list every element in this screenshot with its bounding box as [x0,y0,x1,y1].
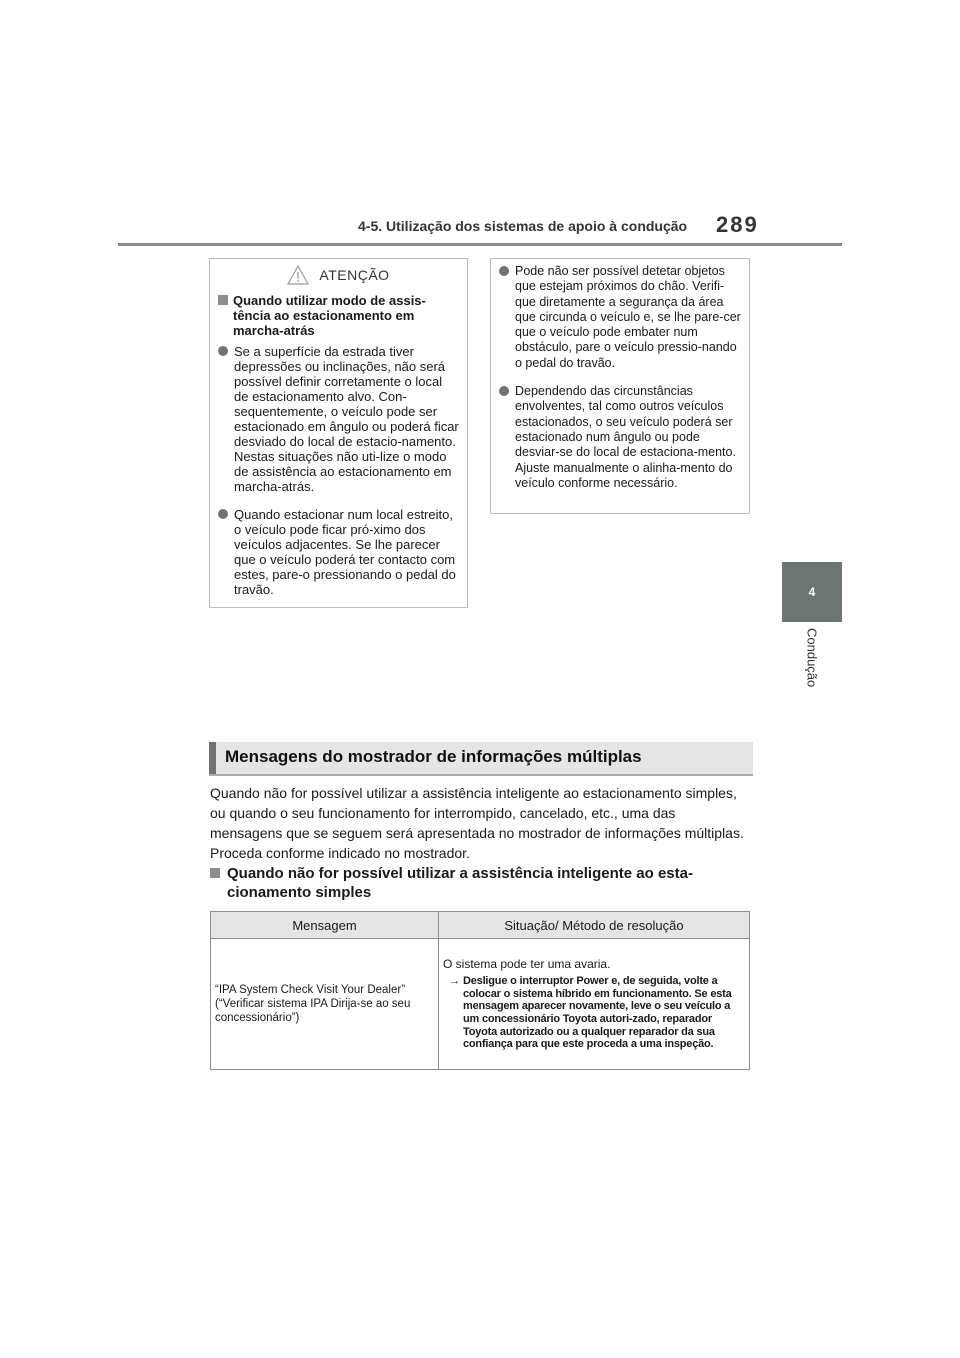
section-heading-text: Mensagens do mostrador de informações múltiplas [225,747,642,766]
caution-body-right [499,264,741,504]
chapter-label-container [782,628,842,718]
caution-bullet-text: Quando estacionar num local estreito, o veículo pode ficar pró-ximo dos veículos adjacentes. Se lhe parecer que o veículo poderá ter contacto com estes, pare-o pressionando o pedal do travão. [234,507,456,597]
message-text: “IPA System Check Visit Your Dealer” (“Verificar sistema IPA Dirija-se ao seu concessionário”) [215,984,411,1024]
page-number: 289 [716,212,759,237]
section-paragraph: Quando não for possível utilizar a assistência inteligente ao estacionamento simples, ou quando o seu funcionamento for interrompido, cancelado, etc., uma das mensagens que se seguem será apresentada no mostrador de informações múltiplas. Proceda conforme indicado no mostrador. [210,785,744,861]
caution-bullet [499,384,741,491]
section-heading [209,742,753,776]
caution-box-left [209,258,468,608]
caution-subheading [218,293,459,338]
table-header-situation: Situação/ Método de resolução [439,912,750,939]
round-bullet-icon [218,346,228,356]
table-cell-situation [439,939,750,1070]
section-subheading [210,864,750,902]
table-cell-message [211,939,439,1070]
round-bullet-icon [499,266,509,276]
square-bullet-icon [218,295,228,305]
caution-title: ATENÇÃO [319,267,390,283]
square-bullet-icon [210,868,220,878]
chapter-tab [782,562,842,622]
section-heading-bar [209,742,216,774]
caution-bullet [218,507,459,597]
caution-header [210,263,467,287]
caution-box-right [490,258,750,514]
table-header-row [211,912,750,939]
caution-body-left [218,293,459,610]
warning-triangle-icon [287,265,309,285]
arrow-right-icon: → [449,975,460,988]
table-header-message: Mensagem [211,912,439,939]
chapter-number: 4 [808,585,816,599]
caution-bullet-text: Pode não ser possível detetar objetos que estejam próximos do chão. Verifi-que diretamente a segurança da área que circunda o veículo e, se lhe pare-cer que o veículo pode embater num obstáculo, pare o veículo pressio-nando o pedal do travão. [515,264,741,370]
messages-table [210,911,750,1070]
table-row [211,939,750,1070]
round-bullet-icon [218,509,228,519]
chapter-label: Condução [804,628,820,688]
round-bullet-icon [499,386,509,396]
action-text-block [443,975,745,1051]
caution-bullet-text: Dependendo das circunstâncias envolventes, tal como outros veículos estacionados, o seu veículo poderá ser estacionado num ângulo ou pode desviar-se do local de estaciona-mento. Ajuste manualmente o alinha-mento do veículo conforme necessário. [515,384,736,490]
caution-bullet [218,344,459,494]
header-rule [118,243,842,246]
caution-subheading-text: Quando utilizar modo de assis-tência ao estacionamento em marcha-atrás [233,293,426,338]
section-title: 4-5. Utilização dos sistemas de apoio à condução [358,218,688,234]
section-subheading-text: Quando não for possível utilizar a assistência inteligente ao esta-cionamento simples [227,865,693,901]
action-text: Desligue o interruptor Power e, de seguida, volte a colocar o sistema híbrido em funcionamento. Se esta mensagem aparecer novamente, leve o seu veículo a um concessionário Toyota autori-zado, reparador Toyota autorizado ou a qualquer reparador da sua confiança para que este proceda a uma inspeção. [463,975,732,1051]
situation-text: O sistema pode ter uma avaria. [443,957,611,972]
caution-bullet [499,264,741,371]
caution-bullet-text: Se a superfície da estrada tiver depressões ou inclinações, não será possível definir corretamente o local de estacionamento alvo. Con-sequentemente, o veículo pode ser estacionado em ângulo ou poderá ficar desviado do local de estacio-namento. Nestas situações não uti-lize o modo de assistência ao estacionamento em marcha-atrás. [234,344,459,494]
